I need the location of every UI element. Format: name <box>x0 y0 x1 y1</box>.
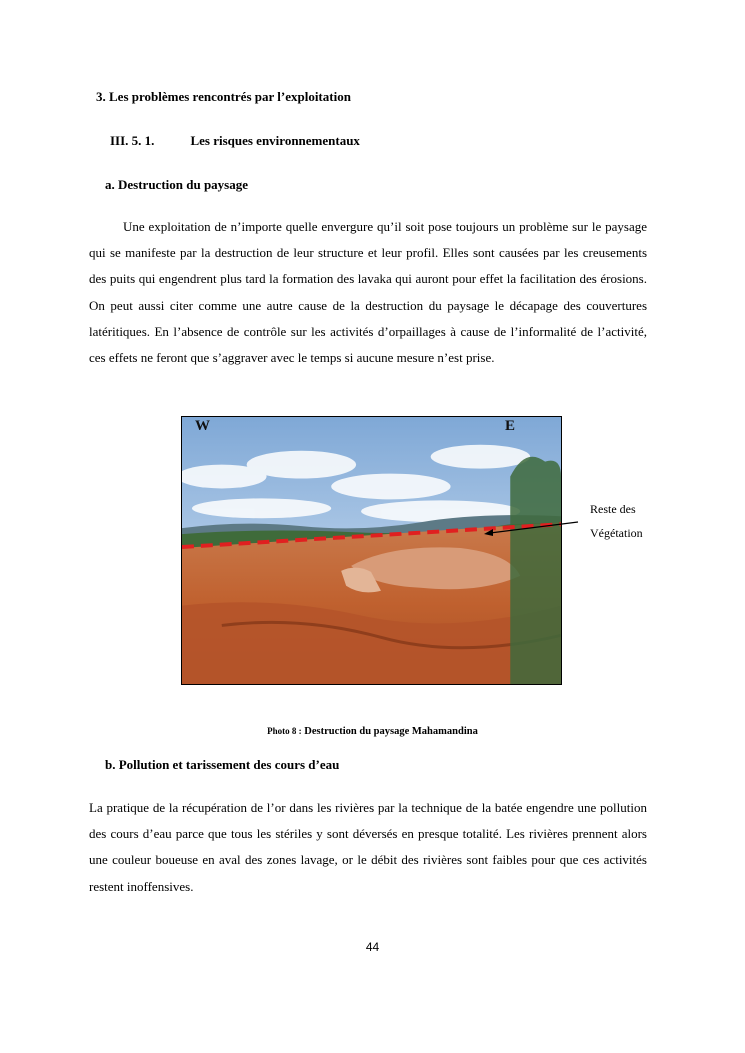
landscape-photo-illustration <box>182 417 561 684</box>
paragraph-destruction-paysage: Une exploitation de n’importe quelle envergure qu’il soit pose toujours un problème sur le paysage qui se manifeste par la destruction de leur structure et leur profil. Elles sont causées par les creusements des puits qui engendrent plus tard la formation des lavaka qui auront pour effet la facilitation des érosions. On peut aussi citer comme une autre cause de la destruction du paysage le décapage des couvertures latéritiques. En l’absence de contrôle sur les activités d’orpaillages à cause de l’informalité de l’activité, ces effets ne feront que s’aggraver avec le temps si aucune mesure n’est prise. <box>89 219 647 366</box>
annotation-arrow <box>480 518 580 538</box>
landscape-photo <box>181 416 562 685</box>
annotation-line-1: Reste des <box>590 502 636 516</box>
annotation-line-2: Végétation <box>590 526 643 540</box>
trees-east <box>510 457 561 684</box>
west-label: W <box>195 418 210 434</box>
heading-pollution: b. Pollution et tarissement des cours d’eau <box>105 757 340 772</box>
subsection-heading <box>110 133 360 149</box>
east-label: E <box>505 418 516 434</box>
caption-prefix: Photo 8 : <box>267 726 302 736</box>
paragraph-pollution: La pratique de la récupération de l’or dans les rivières par la technique de la batée engendre une pollution des cours d’eau parce que tous les stériles y sont déversés en presque totalité. Les rivières prennent alors une couleur boueuse en aval des zones lavage, or le débit des rivières sont faibles pour que ces activités restent inoffensives. <box>89 800 647 894</box>
section-heading: 3. Les problèmes rencontrés par l’exploitation <box>96 89 351 104</box>
photo-caption <box>0 726 745 737</box>
page-number: 44 <box>365 940 380 954</box>
heading-destruction-paysage: a. Destruction du paysage <box>105 177 249 192</box>
subsection-number: III. 5. 1. <box>110 133 155 148</box>
caption-text: Destruction du paysage Mahamandina <box>301 726 478 737</box>
subsection-title: Les risques environnementaux <box>190 133 360 148</box>
